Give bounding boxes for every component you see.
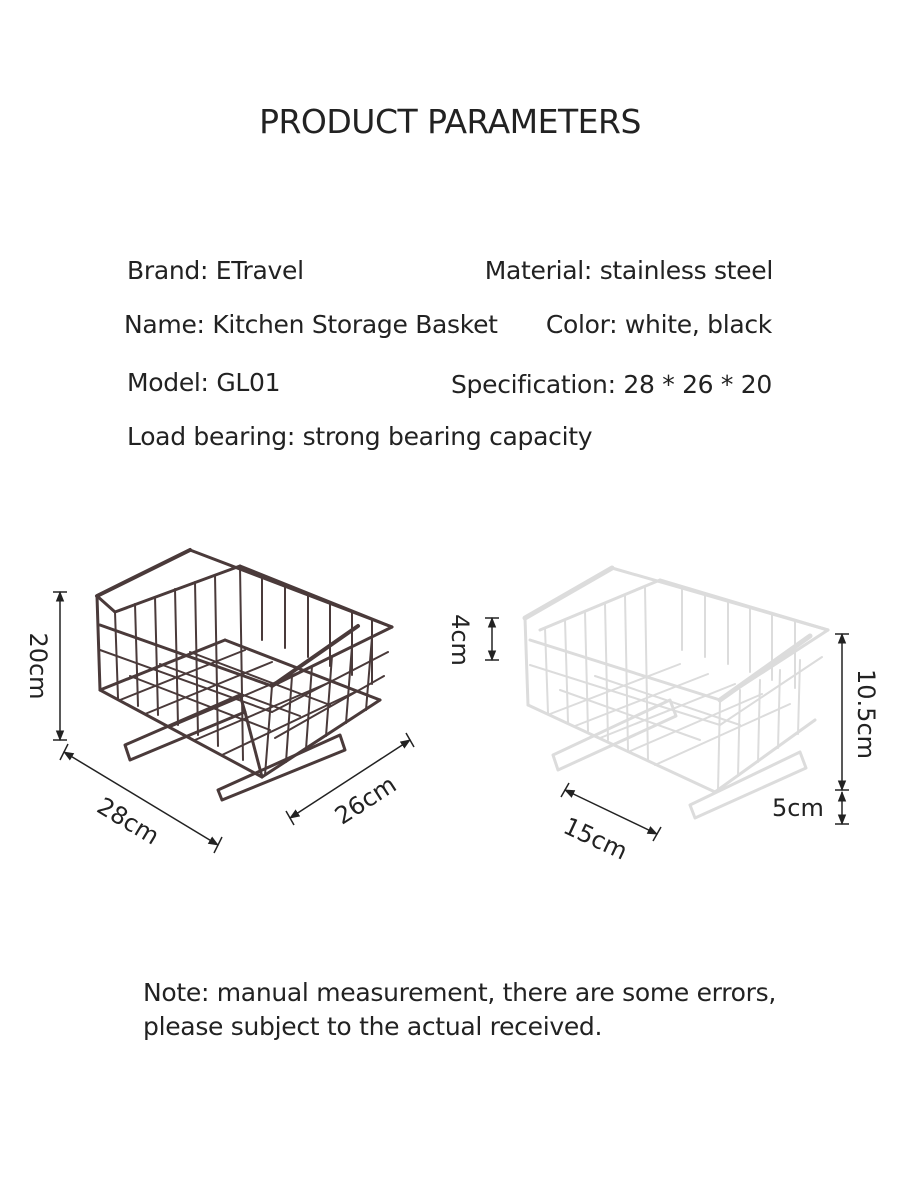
param-name: Name: Kitchen Storage Basket bbox=[124, 310, 498, 339]
measurement-note bbox=[143, 976, 843, 1044]
param-specification: Specification: 28 * 26 * 20 bbox=[450, 370, 772, 399]
param-model: Model: GL01 bbox=[127, 368, 281, 397]
white-basket-image bbox=[525, 568, 828, 818]
param-load-bearing: Load bearing: strong bearing capacity bbox=[127, 422, 593, 451]
label-height-10-5cm: 10.5cm bbox=[852, 668, 880, 760]
page-title: PRODUCT PARAMETERS bbox=[259, 102, 641, 141]
dimension-line-gap-5 bbox=[835, 792, 849, 824]
note-line-2: please subject to the actual received. bbox=[143, 1012, 603, 1041]
label-depth-26cm: 26cm bbox=[329, 770, 402, 831]
note-line-1: Note: manual measurement, there are some errors, bbox=[143, 978, 776, 1007]
param-brand: Brand: ETravel bbox=[127, 256, 304, 285]
label-hook-4cm: 4cm bbox=[446, 614, 474, 666]
dimension-line-hook-4 bbox=[485, 618, 499, 660]
dimension-line-height-20 bbox=[53, 592, 67, 740]
label-depth-15cm: 15cm bbox=[559, 811, 632, 866]
label-gap-5cm: 5cm bbox=[772, 794, 824, 822]
label-height-20cm: 20cm bbox=[24, 632, 52, 700]
dimension-line-height-10-5 bbox=[835, 634, 849, 790]
black-basket-image bbox=[97, 550, 392, 800]
param-color: Color: white, black bbox=[545, 310, 772, 339]
label-width-28cm: 28cm bbox=[92, 791, 165, 851]
param-material: Material: stainless steel bbox=[484, 256, 773, 285]
